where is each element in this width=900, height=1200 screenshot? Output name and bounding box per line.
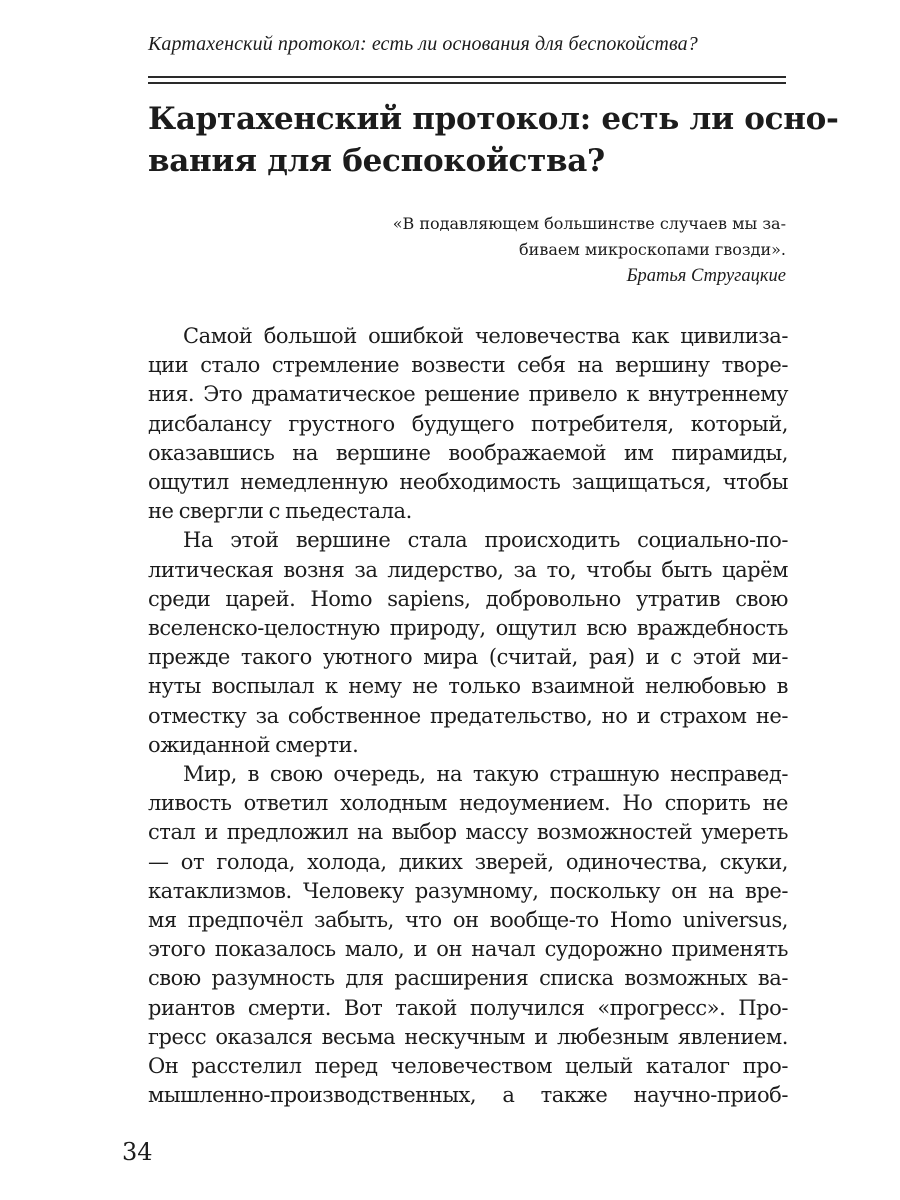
- paragraph: [148, 760, 788, 1110]
- text-line: среди царей. Homo sapiens, добровольно утратив свою: [148, 586, 788, 611]
- epigraph-line: «В подавляющем большинстве случаев мы за-: [392, 214, 786, 233]
- text-line: Он расстелил перед человечеством целый каталог про-: [148, 1054, 788, 1079]
- text-line: отместку за собственное предательство, но и страхом не-: [148, 703, 788, 728]
- epigraph: [393, 211, 786, 289]
- text-line: Самой большой ошибкой человечества как цивилиза-: [183, 324, 788, 348]
- text-line: дисбалансу грустного будущего потребителя, который,: [148, 411, 788, 436]
- text-line: вселенско-целостную природу, ощутил всю враждебность: [148, 616, 788, 641]
- text-line: не свергли с пьедестала.: [148, 499, 412, 524]
- text-line: мя предпочёл забыть, что он вообще-то Homo universus,: [148, 908, 788, 933]
- text-line: этого показалось мало, и он начал судорожно применять: [148, 937, 788, 962]
- header-rule-lower: [148, 82, 786, 84]
- chapter-title-line: Картахенский протокол: есть ли осно-: [148, 101, 839, 137]
- paragraph: [148, 526, 788, 760]
- text-line: ния. Это драматическое решение привело к внутреннему: [148, 382, 788, 407]
- chapter-title-line: вания для беспокойства?: [148, 143, 605, 179]
- chapter-title: [148, 98, 839, 182]
- text-line: катаклизмов. Человеку разумному, поскольку он на вре-: [148, 878, 788, 903]
- text-line: На этой вершине стала происходить социально-по-: [183, 528, 788, 553]
- text-line: нуты воспылал к нему не только взаимной нелюбовью в: [148, 674, 788, 699]
- paragraph: [148, 322, 788, 526]
- text-line: ожиданной смерти.: [148, 732, 359, 757]
- text-line: мышленно-производственных, а также научно-приоб-: [148, 1083, 788, 1108]
- text-line: стал и предложил на выбор массу возможностей умереть: [148, 820, 788, 845]
- running-header: Картахенский протокол: есть ли основания для беспокойства?: [148, 33, 698, 55]
- epigraph-author: Братья Стругацкие: [626, 266, 786, 286]
- text-line: гресс оказался весьма нескучным и любезным явлением.: [148, 1024, 788, 1049]
- text-line: Мир, в свою очередь, на такую страшную несправед-: [183, 762, 788, 787]
- header-rule-upper: [148, 76, 786, 78]
- text-line: ции стало стремление возвести себя на вершину творе-: [148, 353, 788, 378]
- text-line: риантов смерти. Вот такой получился «прогресс». Про-: [148, 995, 788, 1020]
- text-line: прежде такого уютного мира (считай, рая) и с этой ми-: [148, 645, 788, 670]
- text-line: ощутил немедленную необходимость защищаться, чтобы: [148, 470, 788, 495]
- text-line: литическая возня за лидерство, за то, чтобы быть царём: [148, 557, 788, 582]
- text-line: оказавшись на вершине воображаемой им пирамиды,: [148, 440, 788, 465]
- text-line: ливость ответил холодным недоумением. Но спорить не: [148, 791, 788, 816]
- text-line: — от голода, холода, диких зверей, одиночества, скуки,: [148, 849, 788, 874]
- epigraph-line: биваем микроскопами гвозди».: [519, 240, 786, 259]
- text-line: свою разумность для расширения списка возможных ва-: [148, 966, 788, 991]
- page-number: 34: [122, 1138, 153, 1166]
- body-text: [148, 322, 788, 1110]
